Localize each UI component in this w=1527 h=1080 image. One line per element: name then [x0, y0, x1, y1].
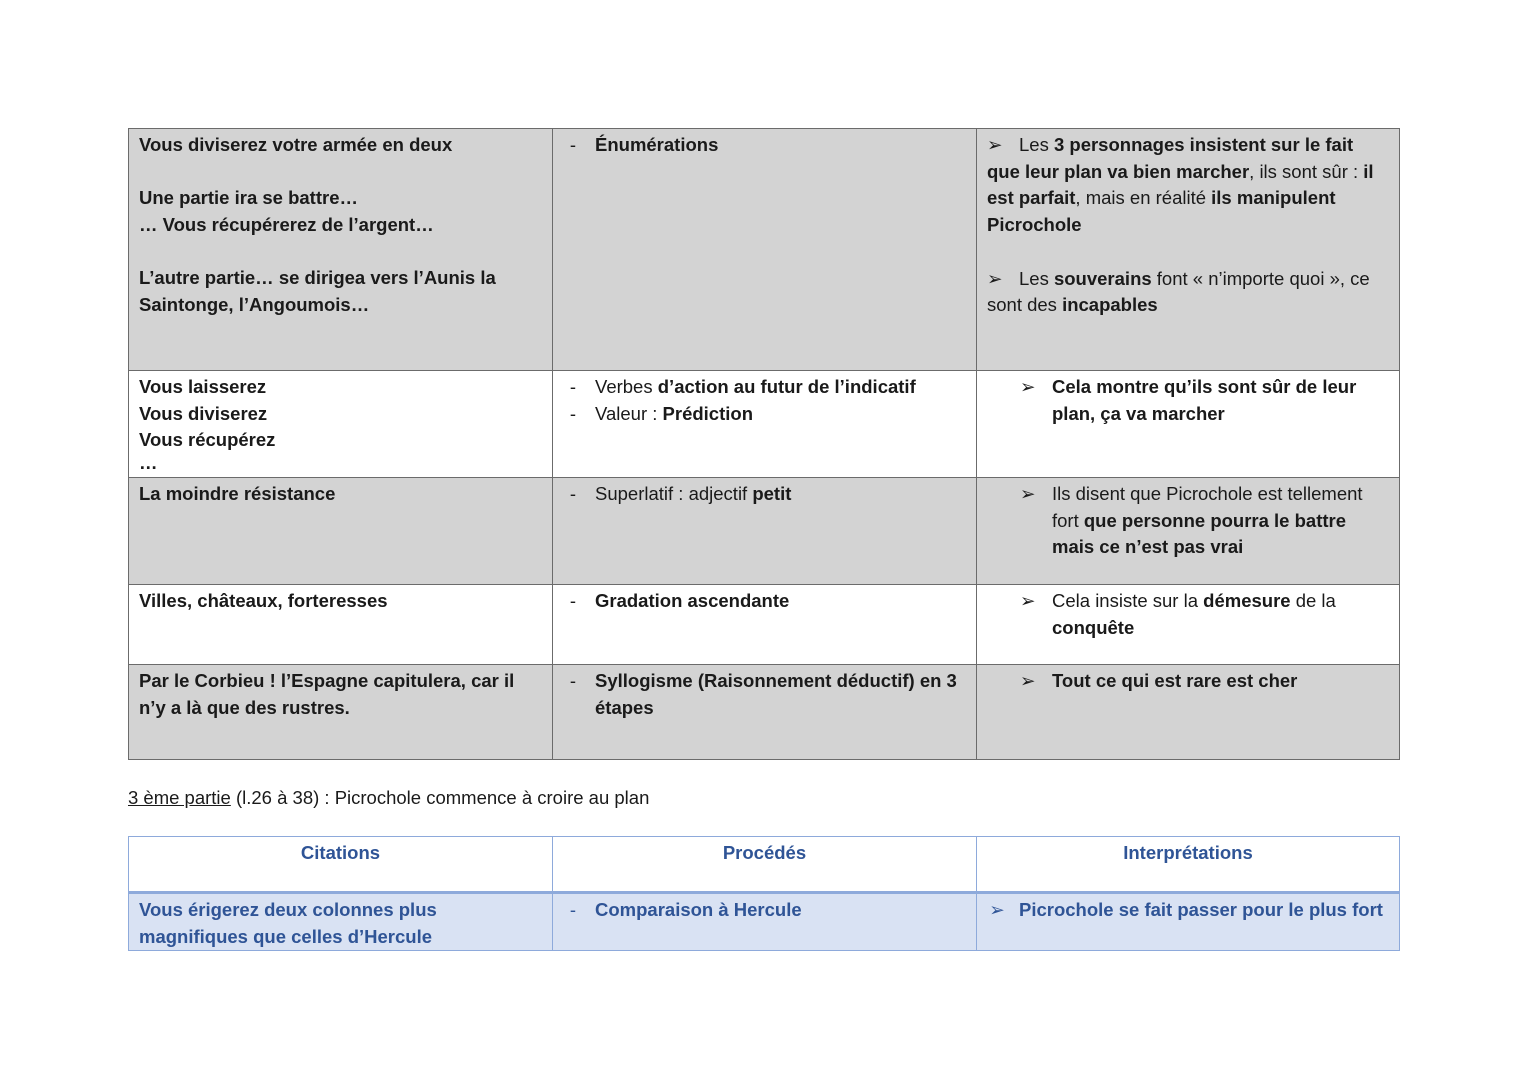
arrow-bullet-icon: ➢	[1020, 483, 1036, 504]
procede-cell	[553, 893, 977, 951]
table-row	[129, 129, 1400, 371]
column-header-procedes: Procédés	[553, 837, 977, 893]
procede-cell	[553, 665, 977, 760]
column-header-citations: Citations	[129, 837, 553, 893]
dash-bullet: -	[569, 402, 577, 424]
column-header-interpretations: Interprétations	[977, 837, 1400, 893]
dash-bullet: -	[569, 376, 577, 397]
arrow-bullet-icon: ➢	[989, 899, 1005, 920]
citation-line: L’autre partie… se dirigea vers l’Aunis la Saintonge, l’Angoumois…	[139, 267, 496, 316]
citation-line: Une partie ira se battre…	[139, 187, 358, 209]
table-row	[129, 585, 1400, 665]
citation-cell	[129, 893, 553, 951]
procede-text: Gradation ascendante	[595, 590, 790, 611]
interpretation-cell	[977, 665, 1400, 760]
procede-cell	[553, 585, 977, 665]
interpretation-cell	[977, 129, 1400, 371]
arrow-bullet-icon: ➢	[1020, 670, 1036, 691]
interpretation-cell: ➢ Cela insiste sur la démesure de la conquête	[977, 585, 1400, 665]
citation-line: … Vous récupérerez de l’argent…	[139, 214, 434, 236]
table-row	[129, 478, 1400, 585]
analysis-table-part2	[128, 128, 1400, 760]
arrow-bullet-icon: ➢	[1020, 376, 1036, 397]
citation-text: Vous érigerez deux colonnes plus magnifiques que celles d’Hercule	[139, 899, 437, 947]
dash-bullet: -	[569, 134, 577, 155]
citation-line: Vous laisserez	[139, 376, 267, 397]
citation-line: Vous diviserez votre armée en deux	[139, 134, 453, 155]
citation-line: …	[139, 452, 158, 474]
procede-cell: - Verbes d’action au futur de l’indicatif - Valeur : Prédiction	[553, 371, 977, 478]
table-row	[129, 371, 1400, 478]
procede-cell: - Superlatif : adjectif petit	[553, 478, 977, 585]
interpretation-cell	[977, 371, 1400, 478]
interpretation-cell	[977, 893, 1400, 951]
citation-text: Villes, châteaux, forteresses	[139, 590, 388, 611]
procede-text: Énumérations	[595, 134, 719, 155]
citation-cell	[129, 478, 553, 585]
procede-text: Comparaison à Hercule	[595, 899, 802, 920]
analysis-table-part3	[128, 836, 1400, 951]
interpretation-paragraph: ➢ Les 3 personnages insistent sur le fait que leur plan va bien marcher, ils sont sûr : il est parfait, mais en réalité ils manipulent Picrochole	[987, 134, 1374, 236]
citation-cell	[129, 371, 553, 478]
citation-cell	[129, 129, 553, 371]
table-header-row	[129, 837, 1400, 893]
table-row	[129, 665, 1400, 760]
citation-cell	[129, 665, 553, 760]
dash-bullet: -	[569, 483, 577, 504]
interpretation-text: Tout ce qui est rare est cher	[1052, 670, 1298, 691]
interpretation-cell: ➢ Ils disent que Picrochole est tellement fort que personne pourra le battre mais ce n’est pas vrai	[977, 478, 1400, 585]
citation-text: Par le Corbieu ! l’Espagne capitulera, car il n’y a là que des rustres.	[139, 670, 515, 718]
dash-bullet: -	[569, 670, 577, 691]
interpretation-paragraph: ➢ Les souverains font « n’importe quoi », ce sont des incapables	[987, 267, 1370, 316]
dash-bullet: -	[569, 590, 577, 611]
procede-cell	[553, 129, 977, 371]
citation-line: Vous diviserez	[139, 402, 268, 424]
table-row	[129, 893, 1400, 951]
interpretation-text: Picrochole se fait passer pour le plus fort	[1019, 899, 1383, 920]
citation-text: La moindre résistance	[139, 483, 336, 504]
citation-cell	[129, 585, 553, 665]
interpretation-text: Cela montre qu’ils sont sûr de leur plan, ça va marcher	[1052, 376, 1357, 424]
citation-line: Vous récupérez	[139, 429, 276, 451]
section-heading: 3 ème partie (l.26 à 38) : Picrochole commence à croire au plan	[128, 787, 650, 808]
dash-bullet: -	[569, 899, 577, 920]
arrow-bullet-icon: ➢	[1020, 590, 1036, 611]
procede-text: Syllogisme (Raisonnement déductif) en 3 étapes	[595, 670, 957, 718]
